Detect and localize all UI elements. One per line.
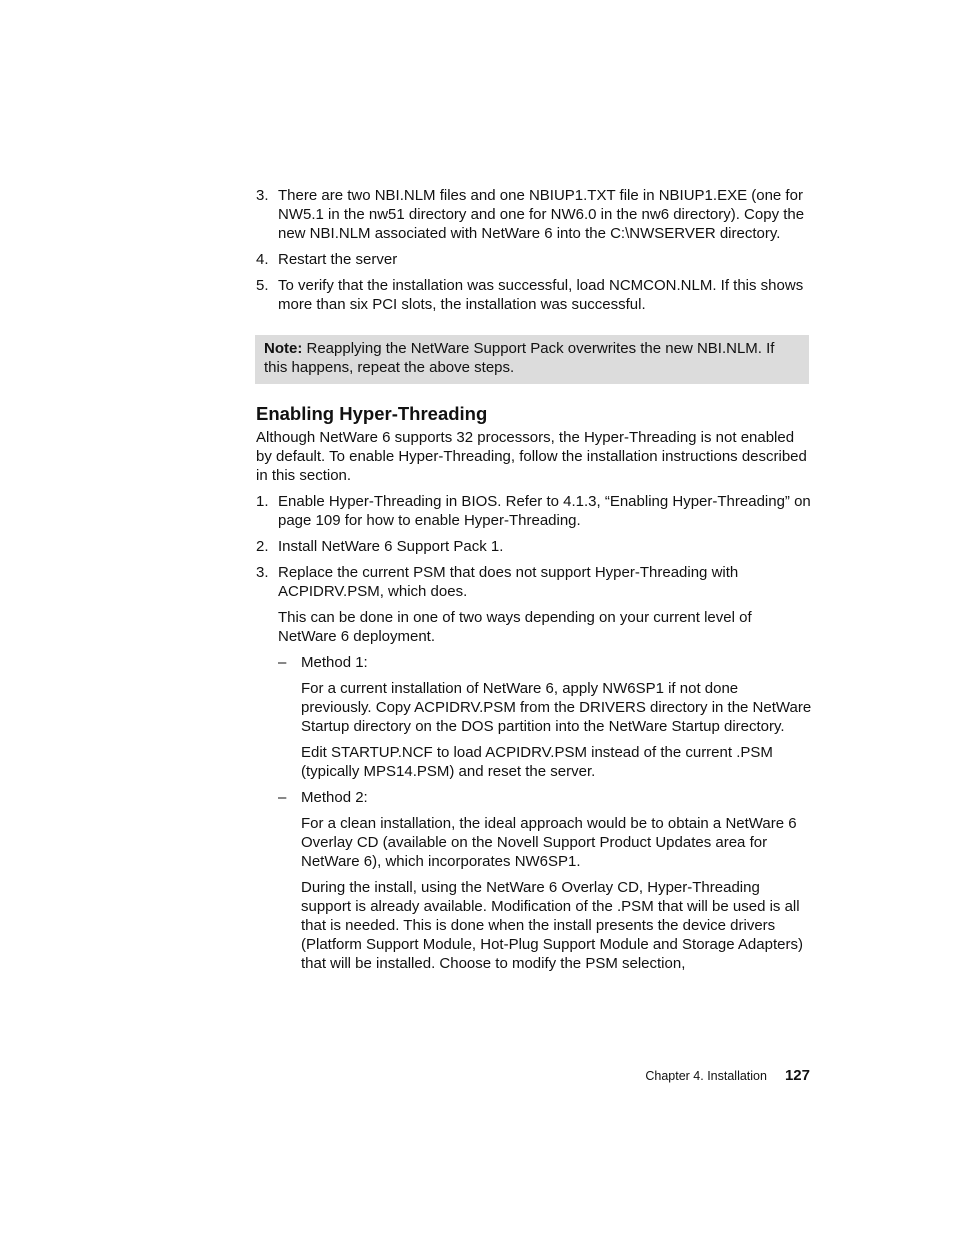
list-number: 4. bbox=[256, 251, 269, 268]
list-number: 3. bbox=[256, 564, 269, 581]
method1-paragraph-1: For a current installation of NetWare 6, apply NW6SP1 if not done previously. Copy ACPIDRV.PSM from the DRIVERS directory in the NetWare Startup directory on the DOS partition into the NetWare Startup directory. bbox=[301, 680, 812, 735]
method1-paragraph-2: Edit STARTUP.NCF to load ACPIDRV.PSM instead of the current .PSM (typically MPS14.PSM) and reset the server. bbox=[301, 744, 773, 780]
list-item bbox=[256, 276, 812, 314]
method2-item bbox=[256, 788, 812, 807]
method2-paragraph-2: During the install, using the NetWare 6 Overlay CD, Hyper-Threading support is already available. Modification of the .PSM that will be used is all that is needed. This is done when the install presents the device drivers (Platform Support Module, Hot-Plug Support Module and Storage Adapters) that will be installed. Choose to modify the PSM selection, bbox=[301, 879, 803, 972]
list-item bbox=[256, 492, 812, 530]
step3-paragraph: This can be done in one of two ways depending on your current level of NetWare 6 deployment. bbox=[278, 609, 752, 645]
list-number: 1. bbox=[256, 493, 269, 510]
list-item bbox=[256, 186, 812, 243]
page-number: 127 bbox=[784, 1067, 810, 1084]
page-footer bbox=[645, 1066, 810, 1086]
dash-bullet: – bbox=[278, 789, 287, 806]
section-heading: Enabling Hyper-Threading bbox=[256, 403, 488, 424]
dash-bullet: – bbox=[278, 654, 287, 671]
list-text: Install NetWare 6 Support Pack 1. bbox=[278, 538, 504, 555]
list-text: Restart the server bbox=[278, 251, 398, 268]
section-intro: Although NetWare 6 supports 32 processors, the Hyper-Threading is not enabled by default. To enable Hyper-Threading, follow the installation instructions described in this section. bbox=[256, 429, 807, 484]
list-number: 2. bbox=[256, 538, 269, 555]
list-text: Replace the current PSM that does not support Hyper-Threading with ACPIDRV.PSM, which does. bbox=[278, 564, 739, 600]
method1-item bbox=[256, 653, 812, 672]
list-text: To verify that the installation was successful, load NCMCON.NLM. If this shows more than six PCI slots, the installation was successful. bbox=[278, 277, 804, 313]
list-item bbox=[256, 537, 812, 556]
note-text: Reapplying the NetWare Support Pack overwrites the new NBI.NLM. If this happens, repeat the above steps. bbox=[264, 340, 775, 376]
list-number: 3. bbox=[256, 187, 269, 204]
method1-label: Method 1: bbox=[301, 654, 368, 671]
list-text: Enable Hyper-Threading in BIOS. Refer to 4.1.3, “Enabling Hyper-Threading” on page 109 for how to enable Hyper-Threading. bbox=[278, 493, 811, 529]
footer-chapter: Chapter 4. Installation bbox=[645, 1069, 767, 1083]
page-body bbox=[256, 186, 812, 980]
method2-label: Method 2: bbox=[301, 789, 368, 806]
list-text: There are two NBI.NLM files and one NBIUP1.TXT file in NBIUP1.EXE (one for NW5.1 in the nw51 directory and one for NW6.0 in the nw6 directory). Copy the new NBI.NLM associated with NetWare 6 into the C:\NWSERVER directory. bbox=[278, 187, 805, 242]
list-number: 5. bbox=[256, 277, 269, 294]
list-item bbox=[256, 563, 812, 601]
method2-paragraph-1: For a clean installation, the ideal approach would be to obtain a NetWare 6 Overlay CD (available on the Novell Support Product Updates area for NetWare 6), which incorporates NW6SP1. bbox=[301, 815, 797, 870]
note-label: Note: bbox=[264, 340, 303, 357]
note-box bbox=[255, 335, 809, 384]
list-item bbox=[256, 250, 812, 269]
